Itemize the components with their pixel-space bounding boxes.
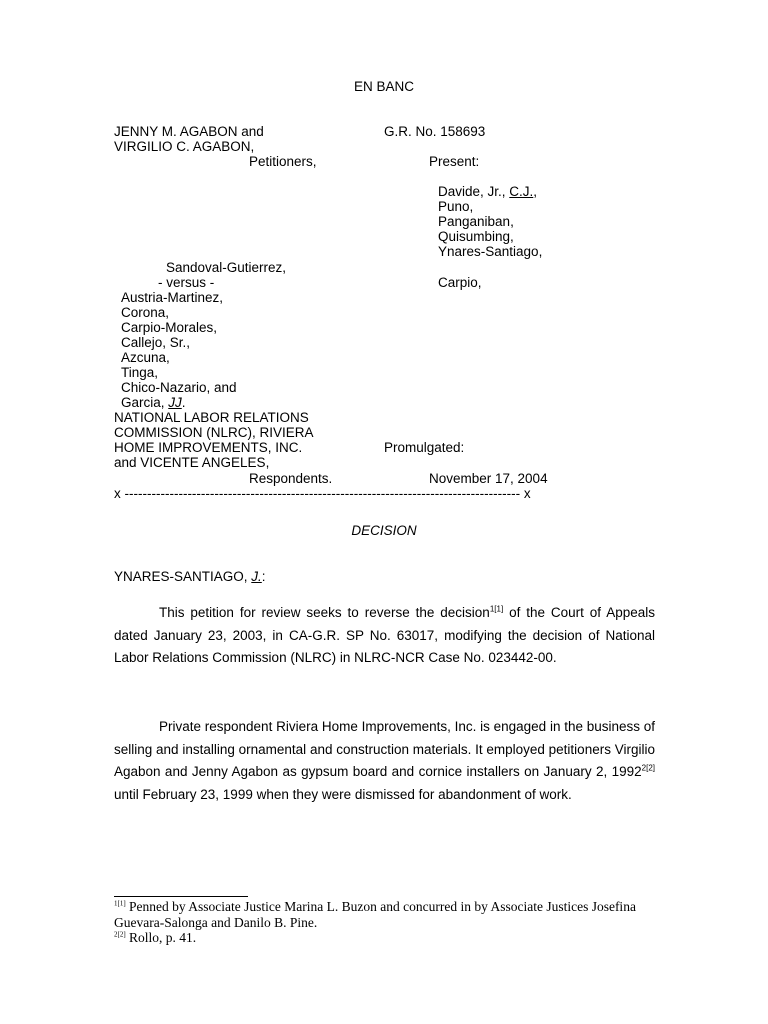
justice-left-2: Corona, (121, 305, 170, 320)
ponente-line (114, 569, 266, 584)
justice-chief-name: Davide, Jr., (438, 184, 510, 199)
ponente-colon: : (261, 569, 266, 584)
justice-sandoval: Sandoval-Gutierrez, (166, 260, 287, 275)
justice-garcia-name: Garcia, (121, 395, 169, 410)
respondent-line-2: COMMISSION (NLRC), RIVIERA (114, 425, 314, 440)
caption-separator: x ---------------------------------------------------------------------------------------- x (114, 486, 531, 501)
footnote-ref-2[interactable]: 2[2] (641, 763, 655, 773)
footnote-mark-2: 2[2] (114, 930, 126, 939)
respondent-line-4: and VICENTE ANGELES, (114, 455, 270, 470)
paragraph-1-text-b: of the Court of Appeals dated January 23, 2003, in CA-G.R. SP No. 63017, modifying the decision of National Labor Relations Commission (NLRC) in NLRC-NCR Case No. 023442-00. (114, 605, 655, 665)
justice-left-5: Azcuna, (121, 350, 170, 365)
footnote-ref-1[interactable]: 1[1] (489, 604, 504, 614)
justice-left-3: Carpio-Morales, (121, 320, 218, 335)
chief-justice-abbrev: C.J. (509, 184, 534, 199)
justice-left-7: Chico-Nazario, and (121, 380, 237, 395)
justice-right-2: Panganiban, (438, 214, 514, 229)
justice-garcia-suffix: . (181, 395, 186, 410)
petitioner-line-1: JENNY M. AGABON and (114, 124, 264, 139)
justice-chief (438, 184, 537, 199)
footnote-1 (114, 899, 659, 930)
justice-right-3: Quisumbing, (438, 229, 514, 244)
promulgated-date: November 17, 2004 (429, 471, 548, 486)
justice-left-6: Tinga, (121, 365, 159, 380)
respondent-line-1: NATIONAL LABOR RELATIONS (114, 410, 309, 425)
paragraph-1-text-a: This petition for review seeks to reverse the decision (159, 605, 490, 620)
respondents-label: Respondents. (249, 471, 333, 486)
ponente-name: YNARES-SANTIAGO, (114, 569, 252, 584)
justices-abbrev: JJ (168, 395, 182, 410)
present-label: Present: (429, 154, 480, 169)
justice-left-4: Callejo, Sr., (121, 335, 191, 350)
court-division: EN BANC (353, 79, 414, 94)
petitioner-line-2: VIRGILIO C. AGABON, (114, 139, 255, 154)
promulgated-label: Promulgated: (384, 440, 465, 455)
paragraph-2 (114, 716, 655, 806)
ponente-title: J. (251, 569, 262, 584)
paragraph-2-text-b: until February 23, 1999 when they were dismissed for abandonment of work. (114, 786, 572, 802)
justice-chief-suffix: , (533, 184, 538, 199)
footnote-1-text: Penned by Associate Justice Marina L. Buzon and concurred in by Associate Justices Josefina Guevara-Salonga and Danilo B. Pine. (114, 899, 636, 930)
footnote-divider (114, 896, 248, 897)
versus-label: - versus - (158, 275, 215, 290)
justice-right-4: Ynares-Santiago, (438, 244, 543, 259)
footnote-2 (114, 930, 659, 946)
footnote-mark-1: 1[1] (114, 899, 126, 908)
footnote-2-text: Rollo, p. 41. (125, 930, 197, 945)
justice-garcia (121, 395, 186, 410)
petitioners-label: Petitioners, (249, 154, 317, 169)
paragraph-2-text-a: Private respondent Riviera Home Improvements, Inc. is engaged in the business of selling and installing ornamental and construction materials. It employed petitioners Virgilio Agabon and Jenny Agabon as gypsum board and cornice installers on January 2, 1992 (114, 719, 656, 779)
paragraph-1 (114, 602, 655, 670)
decision-title: DECISION (351, 523, 417, 538)
gr-number: G.R. No. 158693 (384, 124, 486, 139)
respondent-line-3: HOME IMPROVEMENTS, INC. (114, 440, 303, 455)
justice-carpio: Carpio, (438, 275, 482, 290)
justice-right-1: Puno, (438, 199, 474, 214)
justice-left-1: Austria-Martinez, (121, 290, 224, 305)
